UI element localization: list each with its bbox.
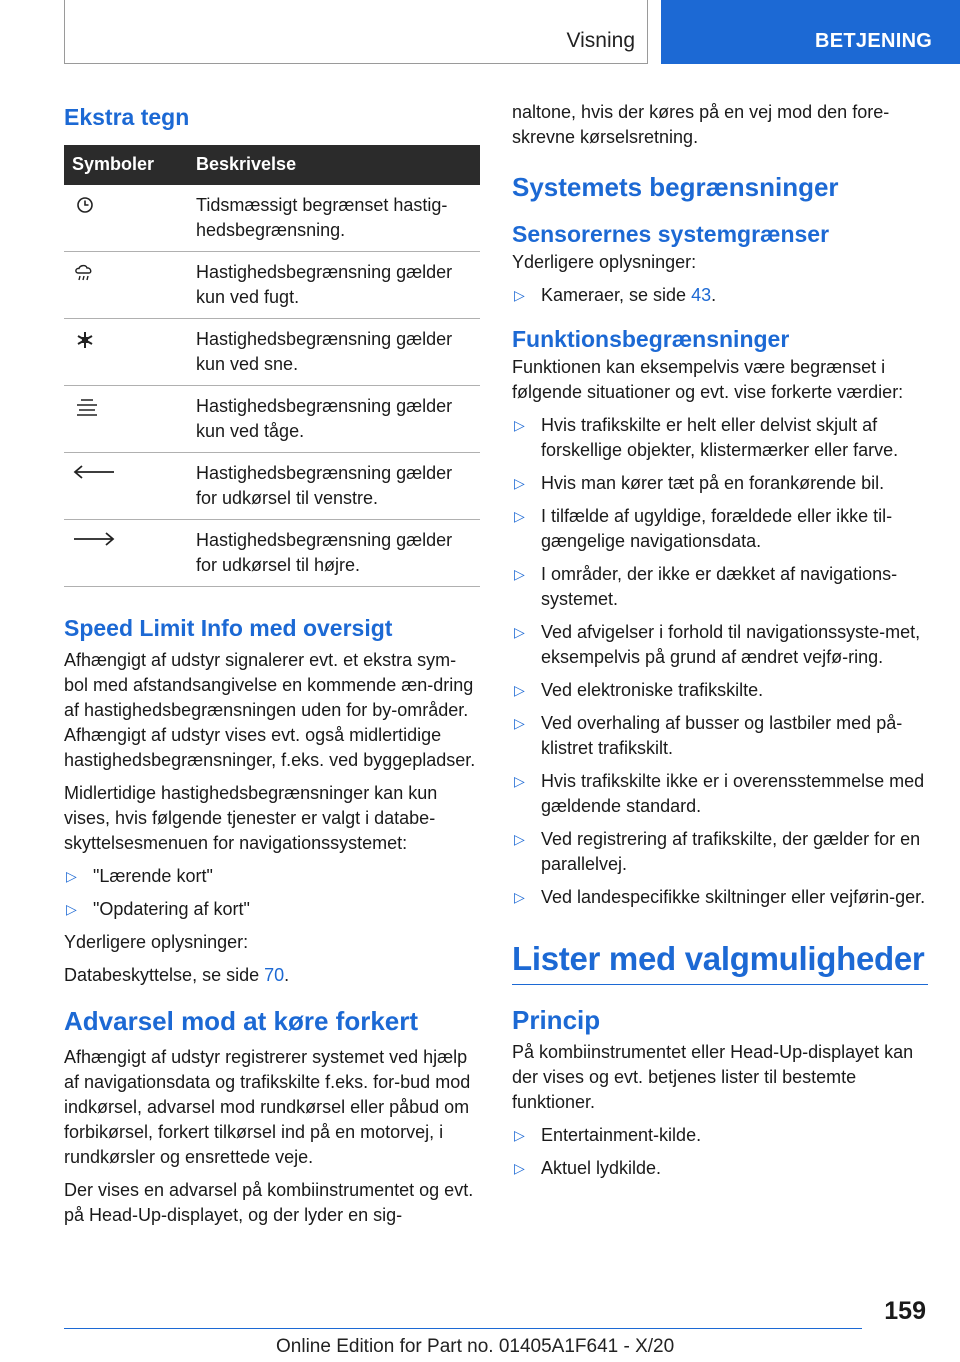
table-row — [64, 386, 480, 453]
list-item — [64, 897, 480, 922]
data-protection-reference: Databeskyttelse, se side 70. — [64, 965, 290, 985]
list-item-text: Ved landespecifikke skiltninger eller vejførin-ger. — [541, 887, 926, 907]
table-cell-symbol — [64, 520, 188, 587]
extra-signs-title: Ekstra tegn — [64, 104, 190, 130]
list-item-text: Ved elektroniske trafikskilte. — [541, 680, 764, 700]
triangle-bullet-icon: ▷ — [514, 1160, 525, 1176]
system-limits-title: Systemets begrænsninger — [512, 172, 839, 202]
wrong-way-paragraph-1: Afhængigt af udstyr registrerer systemet ved hjælp af navigationsdata og trafikskilte f.eks. for-bud mod indkørsel, advarsel mod rundkørsel eller påbud om forbikørsel, forkert tilkørsel ind på en motorvej, i rundkørsler og ensrettede veje. — [64, 1047, 471, 1167]
list-item — [512, 471, 928, 496]
list-item — [512, 504, 928, 554]
list-item-text: Hvis trafikskilte er helt eller delvist skjult af forskellige objekter, klistermærker eller farve. — [541, 415, 899, 460]
principle-list — [512, 1123, 928, 1181]
more-info-label: Yderligere oplysninger: — [512, 252, 697, 272]
triangle-bullet-icon: ▷ — [514, 566, 525, 582]
function-limits-list — [512, 413, 928, 910]
triangle-bullet-icon: ▷ — [514, 831, 525, 847]
list-item-text: Ved afvigelser i forhold til navigationssyste-met, eksempelvis på grund af ændret vejfø-ring. — [541, 622, 921, 667]
table-cell-description: Hastighedsbegrænsning gælder for udkørsel til højre. — [188, 520, 480, 587]
rain-cloud-icon — [72, 262, 98, 284]
table-cell-description: Hastighedsbegrænsning gælder kun ved sne. — [188, 319, 480, 386]
page-link-43[interactable]: 43 — [691, 285, 712, 305]
triangle-bullet-icon: ▷ — [514, 682, 525, 698]
table-row — [64, 185, 480, 252]
list-item — [512, 562, 928, 612]
list-item — [512, 620, 928, 670]
speed-limit-services-list — [64, 864, 480, 922]
page-number: 159 — [884, 1297, 926, 1325]
list-item-text: I tilfælde af ugyldige, forældede eller ikke til-gængelige navigationsdata. — [541, 506, 893, 551]
principle-paragraph: På kombiinstrumentet eller Head-Up-displayet kan der vises og evt. betjenes lister til bestemte funktioner. — [512, 1042, 914, 1112]
table-cell-symbol — [64, 252, 188, 319]
list-item — [512, 827, 928, 877]
table-header-row — [64, 145, 480, 185]
list-item-text: Aktuel lydkilde. — [541, 1158, 662, 1178]
header-frame — [64, 0, 648, 64]
footer-divider — [64, 1328, 862, 1329]
header-chapter-tab[interactable]: BETJENING — [661, 0, 960, 64]
table-row — [64, 520, 480, 587]
list-item — [512, 413, 928, 463]
left-column — [64, 100, 480, 1236]
wrong-way-warning-title: Advarsel mod at køre forkert — [64, 1006, 419, 1036]
sensor-list — [512, 283, 928, 308]
table-cell-symbol — [64, 386, 188, 453]
list-item — [512, 678, 928, 703]
table-cell-symbol — [64, 185, 188, 252]
list-item-text: "Opdatering af kort" — [93, 899, 250, 919]
table-row — [64, 319, 480, 386]
list-item — [512, 1156, 928, 1181]
table-row — [64, 252, 480, 319]
table-cell-symbol — [64, 453, 188, 520]
triangle-bullet-icon: ▷ — [66, 901, 77, 917]
triangle-bullet-icon: ▷ — [514, 889, 525, 905]
triangle-bullet-icon: ▷ — [514, 624, 525, 640]
symbols-table — [64, 145, 480, 587]
list-item-text: Ved overhaling af busser og lastbiler med på-klistret trafikskilt. — [541, 713, 903, 758]
table-header-description: Beskrivelse — [188, 145, 480, 185]
list-item — [512, 885, 928, 910]
triangle-bullet-icon: ▷ — [514, 773, 525, 789]
list-item — [64, 864, 480, 889]
option-lists-title: Lister med valgmuligheder — [512, 940, 928, 985]
table-cell-symbol — [64, 319, 188, 386]
table-header-symbols: Symboler — [64, 145, 188, 185]
data-protection-text: Databeskyttelse, se side — [64, 965, 265, 985]
footer-edition: Online Edition for Part no. 01405A1F641 - X/20 — [276, 1336, 675, 1357]
list-item-text: Hvis man kører tæt på en forankørende bil. — [541, 473, 885, 493]
list-item — [512, 1123, 928, 1148]
list-item — [512, 769, 928, 819]
sensor-limits-title: Sensorernes systemgrænser — [512, 221, 830, 247]
snowflake-icon — [72, 329, 98, 351]
table-cell-description: Hastighedsbegrænsning gælder kun ved tåge. — [188, 386, 480, 453]
list-item: ▷ Kameraer, se side 43. — [512, 283, 928, 308]
arrow-left-icon — [72, 463, 116, 481]
arrow-right-icon — [72, 530, 116, 548]
list-item-text: "Lærende kort" — [93, 866, 213, 886]
function-limits-paragraph: Funktionen kan eksempelvis være begrænset i følgende situationer og evt. vise forkerte værdier: — [512, 357, 904, 402]
speed-limit-paragraph-2: Midlertidige hastighedsbegrænsninger kan kun vises, hvis følgende tjenester er valgt i databe-skyttelsesmenuen for navigationssystemet: — [64, 783, 438, 853]
principle-title: Princip — [512, 1005, 601, 1035]
triangle-bullet-icon: ▷ — [514, 417, 525, 433]
clock-icon — [72, 195, 98, 215]
table-cell-description: Hastighedsbegrænsning gælder for udkørsel til venstre. — [188, 453, 480, 520]
list-item-text: Entertainment-kilde. — [541, 1125, 702, 1145]
triangle-bullet-icon: ▷ — [514, 1127, 525, 1143]
list-item-text: Ved registrering af trafikskilte, der gælder for en parallelvej. — [541, 829, 921, 874]
triangle-bullet-icon: ▷ — [514, 287, 525, 303]
list-item-text: Kameraer, se side — [541, 285, 692, 305]
speed-limit-paragraph-1: Afhængigt af udstyr signalerer evt. et ekstra sym-bol med afstandsangivelse en kommende æn-dring af hastighedsbegrænsningen uden for by-områder. Afhængigt af udstyr vises evt. også midlertidige hastighedsbegrænsninger, f.eks. ved byggepladser. — [64, 650, 476, 770]
continued-paragraph: naltone, hvis der køres på en vej mod den fore-skrevne kørselsretning. — [512, 102, 890, 147]
right-column — [512, 100, 928, 1189]
wrong-way-paragraph-2: Der vises en advarsel på kombiinstrumentet og evt. på Head-Up-displayet, og der lyder en sig- — [64, 1180, 474, 1225]
table-cell-description: Tidsmæssigt begrænset hastig-hedsbegrænsning. — [188, 185, 480, 252]
triangle-bullet-icon: ▷ — [514, 508, 525, 524]
function-limits-title: Funktionsbegrænsninger — [512, 326, 790, 352]
more-info-label: Yderligere oplysninger: — [64, 932, 249, 952]
page-link-70[interactable]: 70 — [264, 965, 285, 985]
triangle-bullet-icon: ▷ — [514, 475, 525, 491]
table-cell-description: Hastighedsbegrænsning gælder kun ved fugt. — [188, 252, 480, 319]
fog-icon — [72, 396, 102, 418]
table-row — [64, 453, 480, 520]
speed-limit-info-title: Speed Limit Info med oversigt — [64, 615, 393, 641]
triangle-bullet-icon: ▷ — [66, 868, 77, 884]
header-section-label: Visning — [566, 29, 635, 52]
list-item-text: Hvis trafikskilte ikke er i overensstemmelse med gældende standard. — [541, 771, 925, 816]
list-item-text: I områder, der ikke er dækket af navigations-systemet. — [541, 564, 898, 609]
triangle-bullet-icon: ▷ — [514, 715, 525, 731]
list-item — [512, 711, 928, 761]
